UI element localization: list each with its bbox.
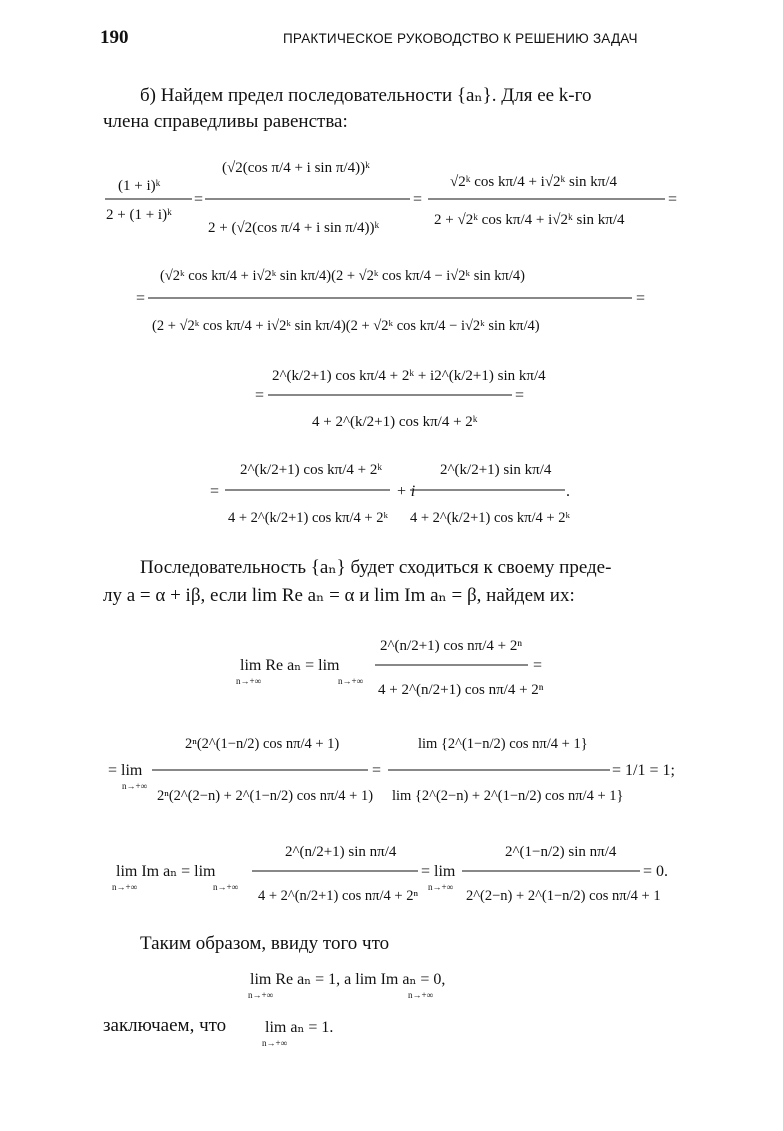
- formula-2: [136, 268, 645, 334]
- f8-statement: lim Re aₙ = 1, а lim Im aₙ = 0,: [250, 971, 446, 988]
- f2-denominator: (2 + √2ᵏ cos kπ/4 + i√2ᵏ sin kπ/4)(2 + √2ᵏ cos kπ/4 − i√2ᵏ sin kπ/4): [152, 318, 540, 334]
- f1-mid-numerator: (√2(cos π/4 + i sin π/4))ᵏ: [222, 160, 370, 176]
- svg-text:=: =: [636, 290, 646, 307]
- svg-text:= lim: = lim: [108, 762, 143, 779]
- f4-real-numerator: 2^(k/2+1) cos kπ/4 + 2ᵏ: [240, 462, 383, 478]
- f1-lhs-denominator: 2 + (1 + i)ᵏ: [106, 207, 172, 223]
- svg-text:=: =: [413, 191, 423, 208]
- f4-imag-numerator: 2^(k/2+1) sin kπ/4: [440, 462, 552, 478]
- formula-6: [108, 736, 675, 804]
- svg-text:=: =: [668, 191, 678, 208]
- f7-denominator-1: 4 + 2^(n/2+1) cos nπ/4 + 2ⁿ: [258, 888, 419, 904]
- svg-text:=: =: [194, 191, 204, 208]
- f6-numerator-1: 2ⁿ(2^(1−n/2) cos nπ/4 + 1): [185, 736, 340, 752]
- svg-text:n→+∞: n→+∞: [248, 990, 273, 1000]
- f2-numerator: (√2ᵏ cos kπ/4 + i√2ᵏ sin kπ/4)(2 + √2ᵏ cos kπ/4 − i√2ᵏ sin kπ/4): [160, 268, 525, 284]
- f5-lhs: lim Re aₙ = lim: [240, 657, 340, 674]
- f6-denominator-2: lim {2^(2−n) + 2^(1−n/2) cos nπ/4 + 1}: [392, 788, 624, 804]
- formula-7: [112, 844, 668, 904]
- f4-imag-denominator: 4 + 2^(k/2+1) cos kπ/4 + 2ᵏ: [410, 510, 571, 526]
- svg-text:=: =: [136, 290, 146, 307]
- svg-text:+ i: + i: [396, 483, 416, 500]
- svg-text:=: =: [372, 762, 382, 779]
- svg-text:=: =: [210, 483, 220, 500]
- svg-text:n→+∞: n→+∞: [122, 781, 147, 791]
- f7-numerator-1: 2^(n/2+1) sin nπ/4: [285, 844, 397, 860]
- formula-9: [262, 1019, 333, 1048]
- f1-rhs-numerator: √2ᵏ cos kπ/4 + i√2ᵏ sin kπ/4: [450, 174, 618, 190]
- f7-result: = 0.: [643, 863, 669, 880]
- svg-text:= lim: = lim: [421, 863, 456, 880]
- svg-text:n→+∞: n→+∞: [213, 882, 238, 892]
- svg-text:n→+∞: n→+∞: [112, 882, 137, 892]
- svg-text:=: =: [533, 657, 543, 674]
- f1-mid-denominator: 2 + (√2(cos π/4 + i sin π/4))ᵏ: [208, 220, 380, 236]
- formula-3: [255, 368, 546, 430]
- svg-text:n→+∞: n→+∞: [408, 990, 433, 1000]
- f3-denominator: 4 + 2^(k/2+1) cos kπ/4 + 2ᵏ: [312, 414, 478, 430]
- f9-final-limit: lim aₙ = 1.: [265, 1019, 334, 1036]
- page-number: 190: [100, 27, 129, 48]
- paragraph-intro: б) Найдем предел последовательности {aₙ}. Для ее k-го: [140, 85, 592, 106]
- paragraph-intro-cont: члена справедливы равенства:: [103, 111, 348, 132]
- paragraph-final: заключаем, что: [103, 1015, 227, 1036]
- f7-lhs: lim Im aₙ = lim: [116, 863, 216, 880]
- svg-text:n→+∞: n→+∞: [262, 1038, 287, 1048]
- svg-text:n→+∞: n→+∞: [236, 676, 261, 686]
- svg-text:n→+∞: n→+∞: [428, 882, 453, 892]
- svg-text:.: .: [566, 483, 570, 500]
- paragraph-convergence-cont: лу a = α + iβ, если lim Re aₙ = α и lim Im aₙ = β, найдем их:: [103, 585, 575, 606]
- f7-numerator-2: 2^(1−n/2) sin nπ/4: [505, 844, 617, 860]
- formula-8: [248, 971, 445, 1000]
- f5-numerator: 2^(n/2+1) cos nπ/4 + 2ⁿ: [380, 638, 523, 654]
- svg-text:n→+∞: n→+∞: [338, 676, 363, 686]
- svg-text:=: =: [255, 387, 265, 404]
- f4-real-denominator: 4 + 2^(k/2+1) cos kπ/4 + 2ᵏ: [228, 510, 389, 526]
- paragraph-conclusion: Таким образом, ввиду того что: [140, 933, 390, 954]
- svg-text:=: =: [515, 387, 525, 404]
- formula-5: [236, 638, 544, 698]
- f6-result: = 1/1 = 1;: [612, 762, 675, 779]
- running-header: ПРАКТИЧЕСКОЕ РУКОВОДСТВО К РЕШЕНИЮ ЗАДАЧ: [283, 31, 638, 46]
- f1-rhs-denominator: 2 + √2ᵏ cos kπ/4 + i√2ᵏ sin kπ/4: [434, 212, 625, 228]
- paragraph-convergence: Последовательность {aₙ} будет сходиться к своему преде-: [140, 557, 612, 578]
- f7-denominator-2: 2^(2−n) + 2^(1−n/2) cos nπ/4 + 1: [466, 888, 661, 904]
- f6-numerator-2: lim {2^(1−n/2) cos nπ/4 + 1}: [418, 736, 588, 752]
- f6-denominator-1: 2ⁿ(2^(2−n) + 2^(1−n/2) cos nπ/4 + 1): [157, 788, 374, 804]
- formula-1: [105, 160, 677, 236]
- formula-4: [210, 462, 570, 526]
- f5-denominator: 4 + 2^(n/2+1) cos nπ/4 + 2ⁿ: [378, 682, 544, 698]
- f1-lhs-numerator: (1 + i)ᵏ: [118, 178, 161, 194]
- f3-numerator: 2^(k/2+1) cos kπ/4 + 2ᵏ + i2^(k/2+1) sin kπ/4: [272, 368, 546, 384]
